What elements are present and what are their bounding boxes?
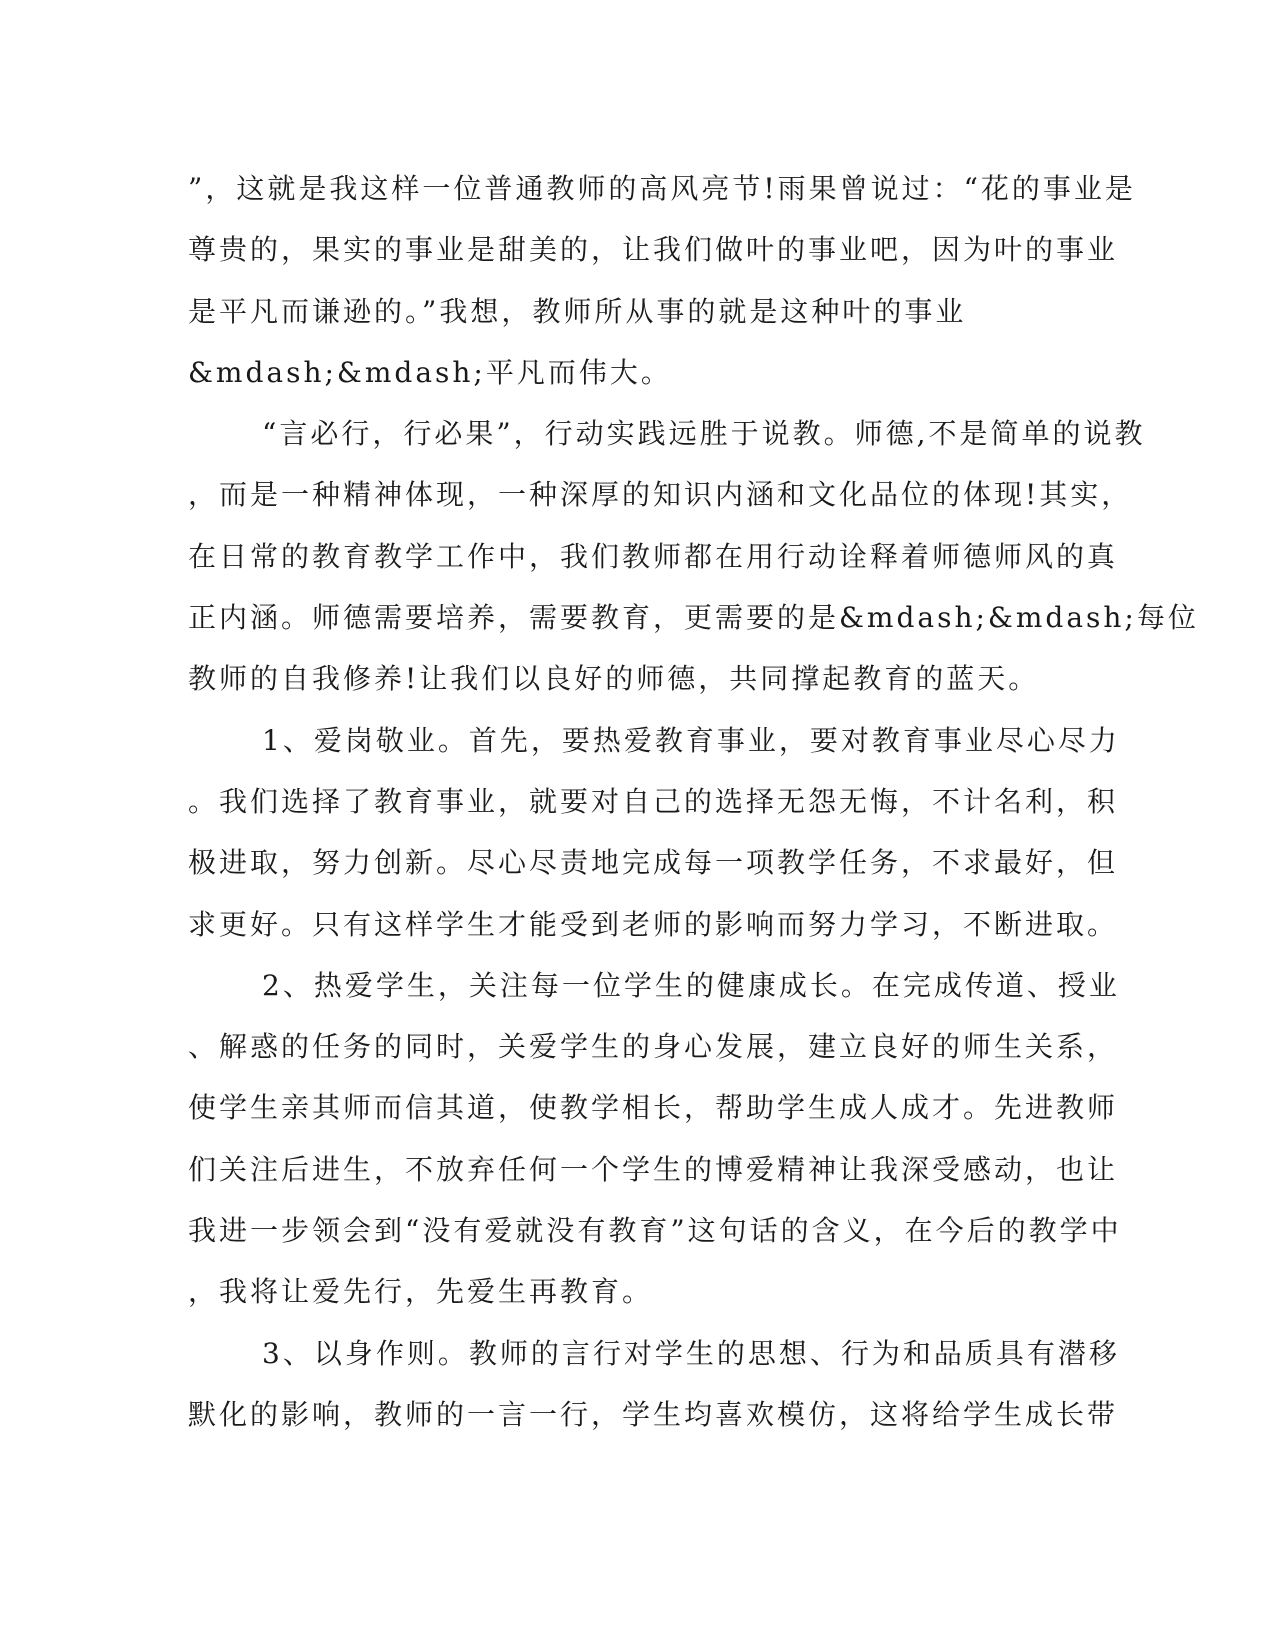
text-line: ，而是一种精神体现，一种深厚的知识内涵和文化品位的体现!其实， <box>188 478 1133 512</box>
text-line: 默化的影响，教师的一言一行，学生均喜欢模仿，这将给学生成长带 <box>188 1397 1119 1431</box>
text-line: 在日常的教育教学工作中，我们教师都在用行动诠释着师德师风的真 <box>188 539 1119 573</box>
document-body <box>188 158 1199 1445</box>
text-line: &mdash;&mdash;平凡而伟大。 <box>188 355 672 389</box>
paragraph-start-line: 3、以身作则。教师的言行对学生的思想、行为和品质具有潜移 <box>262 1336 1120 1370</box>
text-line: 我进一步领会到“没有爱就没有教育”这句话的含义，在今后的教学中 <box>188 1214 1122 1248</box>
text-line: ，我将让爱先行，先爱生再教育。 <box>188 1275 654 1309</box>
text-line: 是平凡而谦逊的。”我想，教师所从事的就是这种叶的事业 <box>188 294 967 328</box>
paragraph-start-line: 1、爱岗敬业。首先，要热爱教育事业，要对教育事业尽心尽力 <box>262 723 1120 757</box>
text-line: 使学生亲其师而信其道，使教学相长，帮助学生成人成才。先进教师 <box>188 1091 1119 1125</box>
text-line: 极进取，努力创新。尽心尽责地完成每一项教学任务，不求最好，但 <box>188 846 1119 880</box>
text-line: 尊贵的，果实的事业是甜美的，让我们做叶的事业吧，因为叶的事业 <box>188 233 1119 267</box>
paragraph-start-line: 2、热爱学生，关注每一位学生的健康成长。在完成传道、授业 <box>262 968 1120 1002</box>
text-line: 教师的自我修养!让我们以良好的师德，共同撑起教育的蓝天。 <box>188 662 1040 696</box>
text-line: 正内涵。师德需要培养，需要教育，更需要的是&mdash;&mdash;每位 <box>188 601 1199 635</box>
text-line: 求更好。只有这样学生才能受到老师的影响而努力学习，不断进取。 <box>188 907 1119 941</box>
text-line: ”，这就是我这样一位普通教师的高风亮节!雨果曾说过：“花的事业是 <box>188 172 1136 205</box>
text-line: 、解惑的任务的同时，关爱学生的身心发展，建立良好的师生关系， <box>188 1030 1119 1064</box>
text-line: 们关注后进生，不放弃任何一个学生的博爱精神让我深受感动，也让 <box>188 1152 1119 1186</box>
paragraph-start-line: “言必行，行必果”，行动实践远胜于说教。师德,不是简单的说教 <box>262 417 1146 451</box>
text-line: 。我们选择了教育事业，就要对自己的选择无怨无悔，不计名利，积 <box>188 784 1119 818</box>
